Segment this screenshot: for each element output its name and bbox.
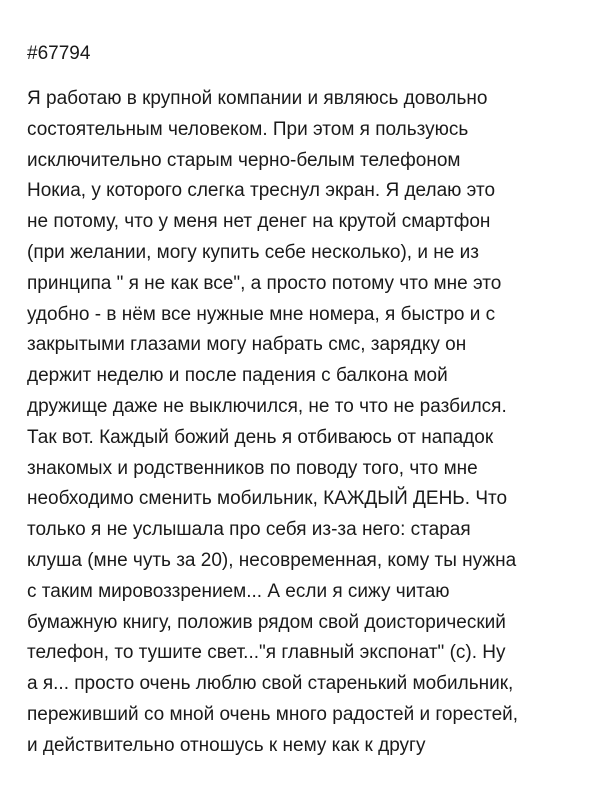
post-line: и действительно отношусь к нему как к другу: [27, 734, 426, 756]
post-body: [27, 84, 607, 762]
post-line: только я не услышала про себя из-за него: старая: [27, 519, 471, 541]
post-line: состоятельным человеком. При этом я пользуюсь: [27, 118, 469, 140]
post-line: знакомых и родственников по поводу того, что мне: [27, 457, 478, 479]
post-line: клуша (мне чуть за 20), несовременная, кому ты нужна: [27, 549, 517, 571]
post-line: Нокиа, у которого слегка треснул экран. Я делаю это: [27, 180, 496, 202]
post-line: держит неделю и после падения с балкона мой: [27, 365, 448, 387]
post-number: #67794: [27, 43, 91, 64]
post-line: дружище даже не выключился, не то что не разбился.: [27, 395, 507, 417]
post-line: переживший со мной очень много радостей и горестей,: [27, 703, 519, 725]
post-line: не потому, что у меня нет денег на крутой смартфон: [27, 211, 491, 233]
post-line: бумажную книгу, положив рядом свой доисторический: [27, 611, 506, 633]
post-line: исключительно старым черно-белым телефоном: [27, 149, 461, 171]
post-line: удобно - в нём все нужные мне номера, я быстро и с: [27, 303, 496, 325]
post-line: телефон, то тушите свет..."я главный экспонат" (с). Ну: [27, 642, 506, 664]
post-line: с таким мировоззрением... А если я сижу читаю: [27, 580, 450, 602]
post-line: закрытыми глазами могу набрать смс, зарядку он: [27, 334, 467, 356]
post-line: а я... просто очень люблю свой старенький мобильник,: [27, 673, 514, 695]
post-line: (при желании, могу купить себе несколько), и не из: [27, 241, 479, 263]
post-line: необходимо сменить мобильник, КАЖДЫЙ ДЕНЬ. Что: [27, 488, 508, 510]
post-line: принципа " я не как все", а просто потому что мне это: [27, 272, 502, 294]
post-line: Так вот. Каждый божий день я отбиваюсь от нападок: [27, 426, 494, 448]
post-line: Я работаю в крупной компании и являюсь довольно: [27, 88, 488, 109]
